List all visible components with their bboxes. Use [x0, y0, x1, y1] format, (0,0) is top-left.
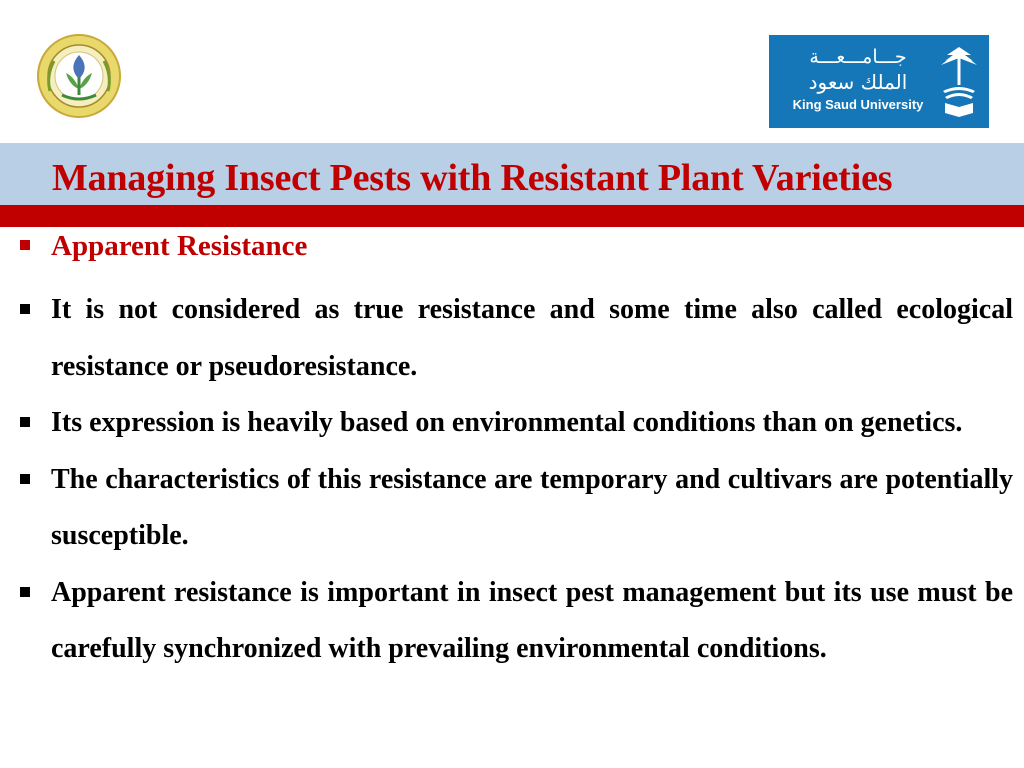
bullet-text: It is not considered as true resistance and some time also called ecological resistance or pseudoresistance. [51, 294, 1013, 382]
bullet-text: The characteristics of this resistance are temporary and cultivars are potentially susceptible. [51, 463, 1013, 551]
square-bullet-icon [20, 304, 30, 314]
bullet-list [0, 226, 1024, 678]
bullet-text: Apparent resistance is important in insect pest management but its use must be carefully synchronized with prevailing environmental conditions. [51, 576, 1013, 664]
bullet-text: Its expression is heavily based on environmental conditions than on genetics. [51, 407, 963, 438]
square-bullet-icon [20, 474, 30, 484]
bullet-item [0, 452, 1024, 565]
square-bullet-icon [20, 417, 30, 427]
king-saud-university-logo [769, 35, 989, 128]
bullet-text: Apparent Resistance [51, 230, 308, 262]
bullet-item-heading [0, 226, 1024, 266]
slide-title: Managing Insect Pests with Resistant Plant Varieties [52, 157, 893, 199]
logo-arabic-line1: جـــامـــعـــة [809, 46, 907, 68]
bullet-item [0, 565, 1024, 678]
society-seal-icon [36, 33, 122, 119]
red-divider-bar [0, 205, 1024, 227]
square-bullet-icon [20, 587, 30, 597]
bullet-item [0, 395, 1024, 452]
square-bullet-icon [20, 240, 30, 250]
palm-and-swords-emblem-icon [937, 43, 981, 119]
logo-english-name: King Saud University [792, 97, 924, 112]
society-seal-logo [36, 33, 122, 119]
bullet-item [0, 282, 1024, 395]
logo-arabic-line2: الملك سعود [808, 70, 908, 94]
